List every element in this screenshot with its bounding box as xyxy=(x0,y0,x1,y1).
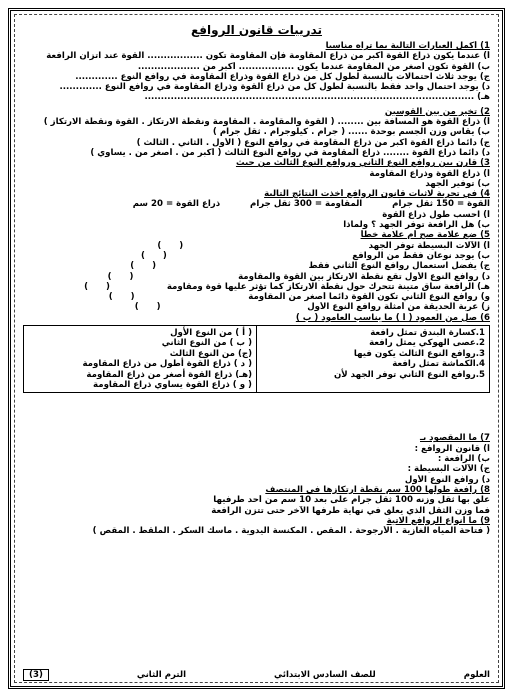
section-match xyxy=(23,313,490,394)
section-heading: 9) ما أنواع الروافع الاتية xyxy=(386,515,490,526)
question-line: ب) يقاس وزن الجسم بوحدة ...... ( جرام . كيلوجرام . ثقل جرام ) xyxy=(212,127,490,138)
question-line: د) يوجد احتمال واحد فقط بالنسبة لطول كل من ذراع القوة وذراع المقاومة في روافع النوع ............. xyxy=(59,82,490,93)
section-problem xyxy=(23,485,490,516)
section-heading: 3) قارن بين روافع النوع الثاني وروافع النوع الثالث من حيث xyxy=(235,158,490,169)
section-define xyxy=(23,433,490,484)
question-line: هـ) الرافعة ساق متينة تتحرك حول نقطة الارتكاز كما تؤثر عليها قوة ومقاومة ( ) xyxy=(84,281,490,292)
section-complete xyxy=(23,41,490,103)
match-item-b: ( و ) ذراع القوة يساوي ذراع المقاومة xyxy=(93,380,252,391)
question-line: أ) احسب طول ذراع القوة xyxy=(382,209,490,220)
section-heading: 4) في تجربة لاثبات قانون الروافع أخذت النتائج التالية xyxy=(264,189,490,200)
match-item-b: (ج) من النوع الثالث xyxy=(169,348,252,359)
question-line: د) دائما ذراع القوة ........ ذراع المقاومة في روافع النوع الثالث ( أكبر من . أصغر من . يساوي ) xyxy=(90,147,490,158)
question-line: ( فتاحة المياه الغازية . الأرجوحة . المقص . المكنسة اليدوية . ماسك السكر . الملقط . المقص ) xyxy=(92,526,490,537)
question-line: أ) عندما يكون ذراع القوة أكبر من ذراع المقاومة فإن المقاومة تكون ................. القوة عند اتزان الرافعة xyxy=(46,51,490,62)
question-line: ب) توفير الجهد xyxy=(425,178,490,189)
match-item-a: 2.عصى الهوكي يمثل رافعة xyxy=(369,338,485,349)
section-choose xyxy=(23,107,490,158)
section-heading: 6) صل من العمود ( أ ) ما يناسب العامود ( ب ) xyxy=(295,312,490,323)
question-line: ج) يوجد ثلاث احتمالات بالنسبة لطول كل من ذراع القوة وذراع المقاومة في روافع النوع ............. xyxy=(75,71,490,82)
section-heading: 5) ضع علامة صح أم علامة خطأ xyxy=(360,230,490,241)
footer-subject: العلوم xyxy=(463,670,490,680)
match-item-a: 4.الكماشة تمثل رافعة xyxy=(392,359,485,370)
section-heading: 1) أكمل العبارات التالية بما تراه مناسبا xyxy=(325,41,490,51)
match-item-a: 5.روافع النوع الثاني توفر الجهد لأن xyxy=(333,369,485,380)
question-line: علق بها ثقل وزنه 100 ثقل جرام على بعد 10 سم من أحد طرفيها xyxy=(213,495,490,506)
section-compare xyxy=(23,158,490,189)
question-line: أ) ذراع القوة هو المسافة بين ........ ( القوة والمقاومة . المقاومة ونقطة الارتكاز . القوة ونقطة الارتكاز ) xyxy=(43,117,490,128)
column-a xyxy=(257,326,490,393)
question-line: القوة = 150 ثقل جرام المقاومة = 300 ثقل جرام ذراع القوة = 20 سم xyxy=(132,199,490,210)
section-heading: 2) تخير من بين القوسين xyxy=(384,106,490,117)
section-heading: 7) ما المقصود بـ xyxy=(420,433,490,444)
question-line: هـ) ..................................................................................................... xyxy=(144,92,490,103)
question-line: فما وزن الثقل الذي يعلق في نهاية طرفها الآخر حتى تتزن الرافعة xyxy=(211,505,490,516)
worksheet-page xyxy=(8,8,505,689)
question-line: د) روافع النوع الأول تقع نقطة الارتكاز بين القوة والمقاومة ( ) xyxy=(107,271,490,282)
match-item-b: ( أ ) من النوع الأول xyxy=(170,328,252,339)
page-number: (3) xyxy=(23,669,49,681)
match-item-b: ( ب ) من النوع الثاني xyxy=(161,338,252,349)
footer-term: الترم الثاني xyxy=(136,670,187,680)
match-item-b: ( د ) ذراع القوة أطول من ذراع المقاومة xyxy=(82,359,252,370)
match-item-a: 3.روافع النوع الثالث يكون فيها xyxy=(353,348,485,359)
footer-grade: للصف السادس الابتدائي xyxy=(274,670,376,680)
question-line: ز) عربة الحديقة من أمثلة روافع النوع الأول ( ) xyxy=(134,302,490,313)
question-line: د) روافع النوع الأول xyxy=(404,474,490,485)
match-item-b: (هـ) ذراع القوة أصغر من ذراع المقاومة xyxy=(86,369,252,380)
spacer xyxy=(23,399,490,433)
question-line: ب) الرافعة : xyxy=(437,454,490,465)
worksheet-content xyxy=(23,21,490,662)
question-line: ج) يفضل استعمال روافع النوع الثاني فقط ( ) xyxy=(130,261,490,272)
column-b xyxy=(24,326,257,393)
question-line: ب) القوة تكون أصغر من المقاومة عندما يكون ................. أكبر من ................... xyxy=(137,61,490,72)
question-line: ج) دائما ذراع القوة أكبر من ذراع المقاومة في روافع النوع ( الأول . الثاني . الثالث ) xyxy=(136,137,490,148)
question-line: أ) قانون الروافع : xyxy=(414,443,490,454)
question-line: أ) ذراع القوة وذراع المقاومة xyxy=(369,168,490,179)
section-true-false xyxy=(23,230,490,312)
section-heading: 8) رافعة طولها 100 سم نقطة ارتكازها في المنتصف xyxy=(265,484,490,495)
match-item-a: 1.كسارة البندق تمثل رافعة xyxy=(370,328,485,339)
question-line: ب) يوجد نوعان فقط من الروافع ( ) xyxy=(140,250,490,261)
match-table xyxy=(23,325,490,393)
question-line: أ) الآلات البسيطة توفر الجهد ( ) xyxy=(157,240,490,251)
section-types xyxy=(23,516,490,537)
question-line: ج) الآلات البسيطة : xyxy=(407,464,490,475)
section-experiment xyxy=(23,189,490,230)
question-line: ب) هل الرافعة توفر الجهد ؟ ولماذا xyxy=(343,220,490,231)
page-footer xyxy=(23,668,490,682)
question-line: و) روافع النوع الثاني تكون القوة دائما أصغر من المقاومة ( ) xyxy=(108,292,490,303)
page-title: تدريبات قانون الروافع xyxy=(190,23,322,37)
